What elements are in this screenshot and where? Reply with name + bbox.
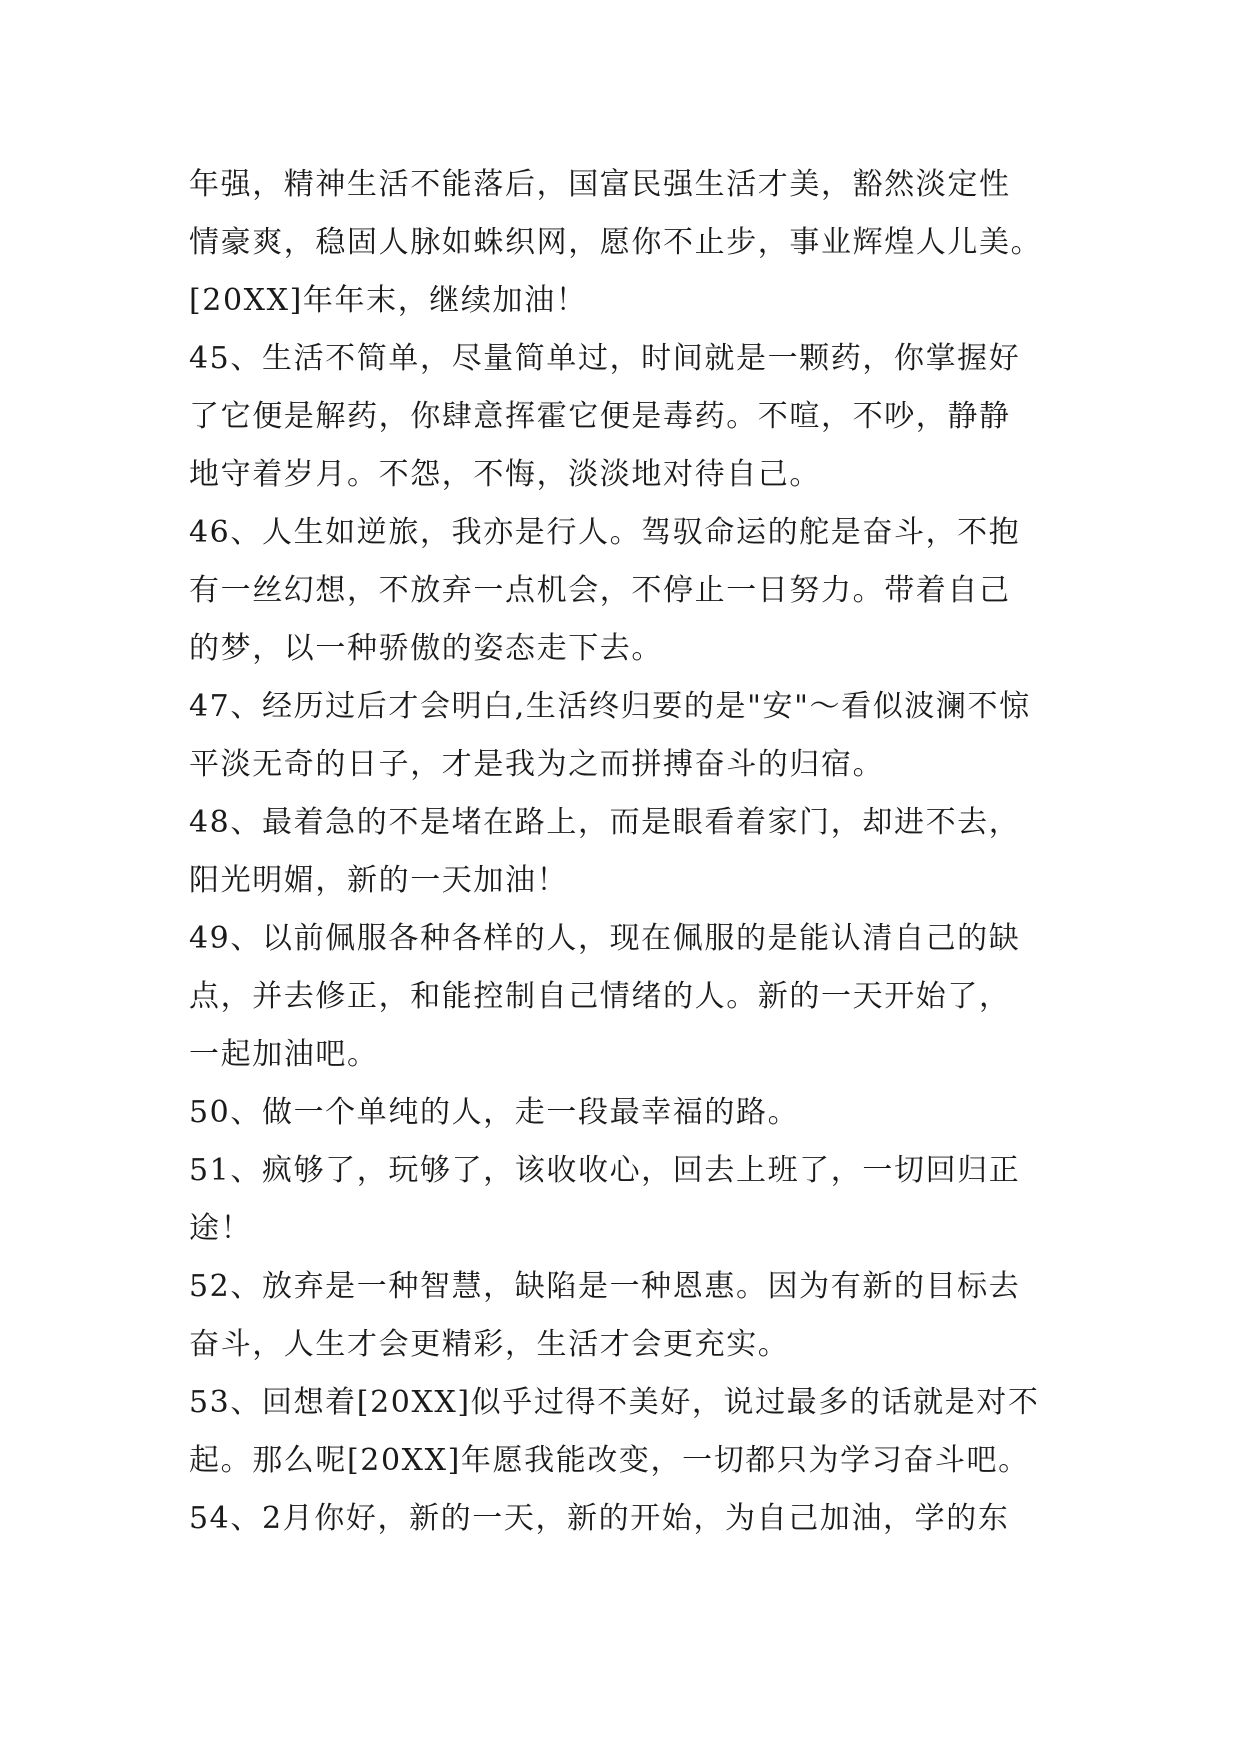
text-line: 48、最着急的不是堵在路上，而是眼看着家门，却进不去，	[189, 805, 1021, 840]
text-line: 年强，精神生活不能落后，国富民强生活才美，豁然淡定性	[189, 167, 1011, 202]
text-line: 49、以前佩服各种各样的人，现在佩服的是能认清自己的缺	[189, 921, 1021, 956]
text-line: 有一丝幻想，不放弃一点机会，不停止一日努力。带着自己	[189, 573, 1011, 608]
text-line: 起。那么呢[20XX]年愿我能改变，一切都只为学习奋斗吧。	[189, 1443, 1030, 1478]
text-line: 47、经历过后才会明白,生活终归要的是"安"～看似波澜不惊	[189, 689, 1031, 724]
text-line: 阳光明媚，新的一天加油！	[189, 863, 569, 898]
text-line: 53、回想着[20XX]似乎过得不美好，说过最多的话就是对不	[189, 1385, 1040, 1420]
text-line: 情豪爽，稳固人脉如蛛织网，愿你不止步，事业辉煌人儿美。	[189, 225, 1043, 260]
text-line: 平淡无奇的日子，才是我为之而拼搏奋斗的归宿。	[189, 747, 885, 782]
text-line: 点，并去修正，和能控制自己情绪的人。新的一天开始了，	[189, 979, 1011, 1014]
text-line: 51、疯够了，玩够了，该收收心，回去上班了，一切回归正	[189, 1153, 1021, 1188]
text-line: 奋斗，人生才会更精彩，生活才会更充实。	[189, 1327, 790, 1362]
text-line: 一起加油吧。	[189, 1037, 379, 1072]
text-line: 途！	[189, 1211, 253, 1246]
text-line: [20XX]年年末，继续加油！	[189, 283, 588, 318]
text-line: 45、生活不简单，尽量简单过，时间就是一颗药，你掌握好	[189, 341, 1021, 376]
text-line: 了它便是解药，你肆意挥霍它便是毒药。不喧，不吵，静静	[189, 399, 1011, 434]
text-line: 54、2月你好，新的一天，新的开始，为自己加油，学的东	[189, 1501, 1010, 1536]
text-line: 的梦，以一种骄傲的姿态走下去。	[189, 631, 663, 666]
document-body	[189, 156, 1069, 1548]
text-line: 50、做一个单纯的人，走一段最幸福的路。	[189, 1095, 800, 1130]
text-line: 地守着岁月。不怨，不悔，淡淡地对待自己。	[189, 457, 821, 492]
text-line: 52、放弃是一种智慧，缺陷是一种恩惠。因为有新的目标去	[189, 1269, 1021, 1304]
text-line: 46、人生如逆旅，我亦是行人。驾驭命运的舵是奋斗，不抱	[189, 515, 1021, 550]
